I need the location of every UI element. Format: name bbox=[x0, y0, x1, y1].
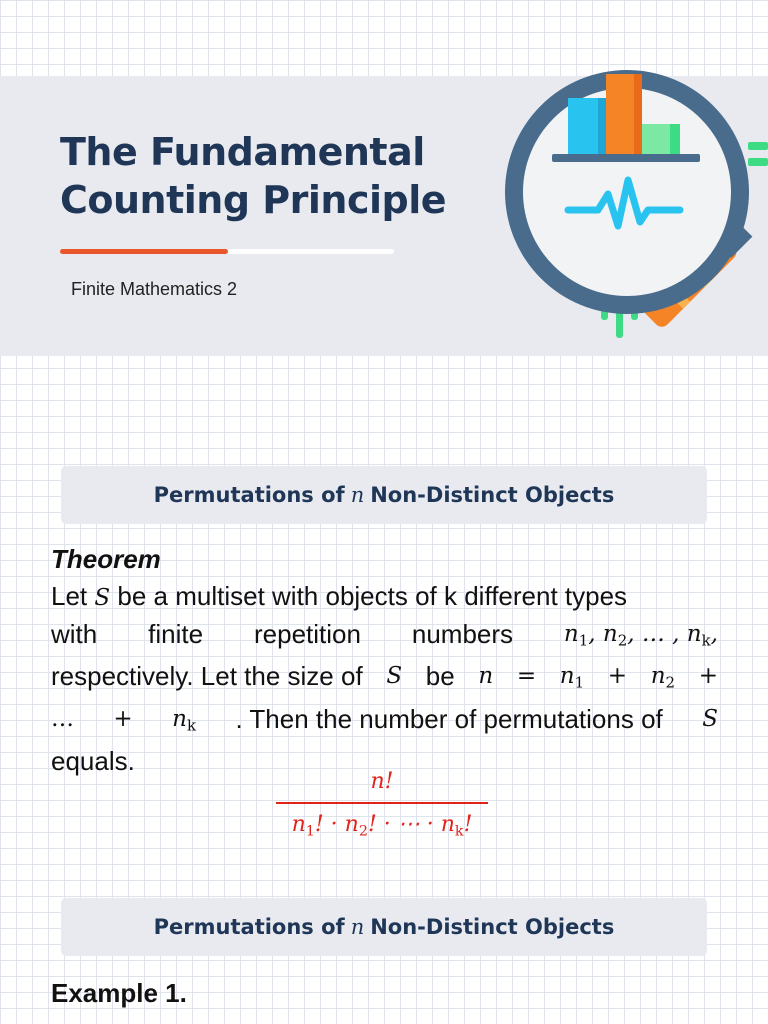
formula-denominator: $n_1$! · $n_2$! · ⋯ · $n_k$! bbox=[291, 812, 473, 840]
math-repetition-numbers: $n_1$, $n_2$, … , $n_k$, bbox=[563, 621, 718, 650]
section-label-after: Non-Distinct Objects bbox=[370, 915, 615, 939]
section-label-before: Permutations of bbox=[153, 915, 345, 939]
permutation-formula bbox=[276, 768, 488, 840]
section-math-n: n bbox=[350, 483, 365, 507]
math-plus: + bbox=[607, 663, 628, 690]
theorem-line-5: equals. bbox=[51, 746, 135, 777]
theorem-word: numbers bbox=[411, 619, 514, 649]
section-label-before: Permutations of bbox=[153, 483, 345, 507]
section-heading-permutations bbox=[61, 898, 707, 956]
title-underline-accent bbox=[60, 249, 228, 254]
page-title bbox=[60, 128, 500, 224]
math-equals: = bbox=[516, 663, 537, 690]
formula-numerator: n! bbox=[370, 769, 394, 794]
theorem-text: . Then the number of permutations of bbox=[235, 703, 663, 734]
math-S: S bbox=[94, 585, 111, 611]
section-math-n: n bbox=[350, 915, 365, 939]
theorem-text: Let bbox=[51, 581, 88, 611]
theorem-line-2 bbox=[51, 616, 718, 658]
math-n2: $n_2$ bbox=[650, 663, 676, 692]
math-ellipsis: … bbox=[51, 705, 74, 732]
theorem-line-4 bbox=[51, 701, 718, 743]
subtitle: Finite Mathematics 2 bbox=[71, 279, 238, 299]
math-plus: + bbox=[113, 705, 133, 732]
theorem-text: be a multiset with objects of k different types bbox=[117, 581, 628, 611]
section-label-after: Non-Distinct Objects bbox=[370, 483, 615, 507]
title-underline bbox=[60, 249, 394, 254]
theorem-body bbox=[51, 578, 718, 779]
theorem-text: be bbox=[425, 661, 455, 692]
section-heading-permutations bbox=[61, 466, 707, 524]
math-n1: $n_1$ bbox=[559, 663, 585, 692]
theorem-text: respectively. Let the size of bbox=[51, 661, 363, 692]
magnifying-glass-chart-icon bbox=[480, 30, 768, 360]
theorem-line-3 bbox=[51, 658, 718, 700]
theorem-word: with bbox=[51, 619, 98, 649]
theorem-word: finite bbox=[148, 619, 204, 649]
title-line-1: The Fundamental bbox=[60, 130, 425, 174]
math-S: S bbox=[702, 705, 718, 732]
theorem-word: repetition bbox=[253, 619, 361, 649]
title-line-2: Counting Principle bbox=[60, 178, 446, 222]
example-heading: Example 1. bbox=[51, 978, 187, 1008]
theorem-heading: Theorem bbox=[51, 544, 161, 574]
math-nk: $n_k$ bbox=[172, 705, 197, 735]
math-S: S bbox=[386, 663, 403, 690]
math-plus: + bbox=[698, 663, 718, 690]
theorem-line-1 bbox=[51, 578, 718, 616]
math-n: n bbox=[478, 663, 494, 690]
